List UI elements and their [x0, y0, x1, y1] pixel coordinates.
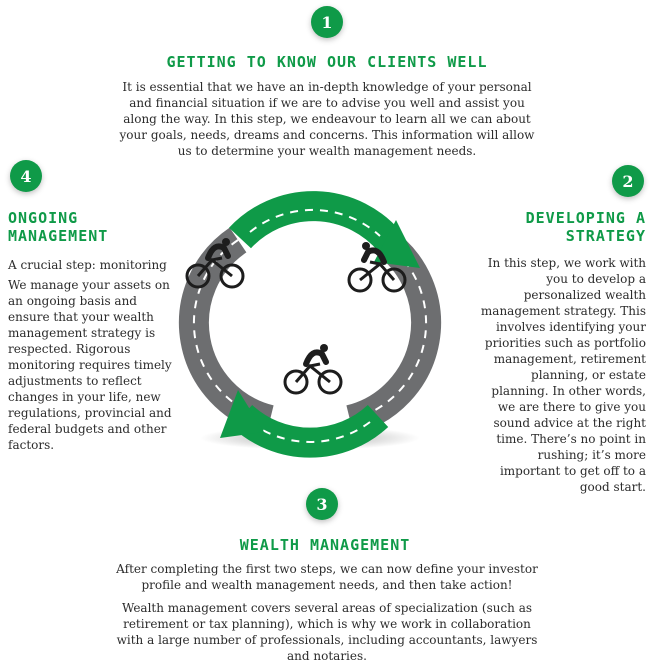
- step-2-title: [470, 209, 646, 245]
- step-3-number: 3: [316, 494, 328, 514]
- step-4-badge: [10, 160, 42, 192]
- step-4-title: [8, 209, 168, 245]
- step-4-number: 4: [20, 166, 32, 186]
- step-4-body: We manage your assets on an ongoing basis and ensure that your wealth management strategy is respected. Rigorous monitoring requires timely adjustments to reflect changes in your life, new regulations, provincial and federal budgets and other factors.: [8, 278, 172, 452]
- step-1-badge: [311, 6, 343, 38]
- step-4-text: [8, 257, 176, 453]
- step-3-title: WEALTH MANAGEMENT: [239, 536, 411, 554]
- step-3-body-2: Wealth management covers several areas of specialization (such as retirement or tax planning), which is why we work in collaboration with a large number of professionals, including accountants, lawyers and notaries.: [116, 601, 538, 663]
- step-2-body: In this step, we work with you to develop a personalized wealth management strategy. This involves identifying your priorities such as portfolio management, retirement planning, or estate planning. In other words, we are there to give you sound advice at the right time. There’s no point in rushing; it’s more important to get off to a good start.: [480, 256, 646, 494]
- step-4-lead: A crucial step: monitoring: [8, 258, 167, 272]
- arrow-top: [240, 206, 390, 242]
- step-3-body-1: After completing the first two steps, we can now define your investor profile and wealth management needs, and then take action!: [116, 562, 538, 592]
- step-1-body: It is essential that we have an in-depth knowledge of your personal and financial situation if we are to advise you well and assist you along the way. In this step, we endeavour to learn all we can about your goals, needs, dreams and concerns. This information will allow us to determine your wealth management needs.: [119, 80, 535, 158]
- step-1-number: 1: [321, 12, 333, 32]
- cyclist-icon: [285, 344, 341, 393]
- step-2-title-line2: STRATEGY: [565, 227, 646, 245]
- step-2-badge: [612, 165, 644, 197]
- cycle-diagram: [160, 180, 460, 480]
- step-4-title-line1: ONGOING: [8, 209, 79, 227]
- step-1-title: GETTING TO KNOW OUR CLIENTS WELL: [166, 53, 488, 71]
- step-2-title-line1: DEVELOPING A: [525, 209, 646, 227]
- step-3-badge: [306, 488, 338, 520]
- arrow-bottom: [242, 416, 378, 443]
- step-2-number: 2: [622, 171, 634, 191]
- step-4-title-line2: MANAGEMENT: [8, 227, 109, 245]
